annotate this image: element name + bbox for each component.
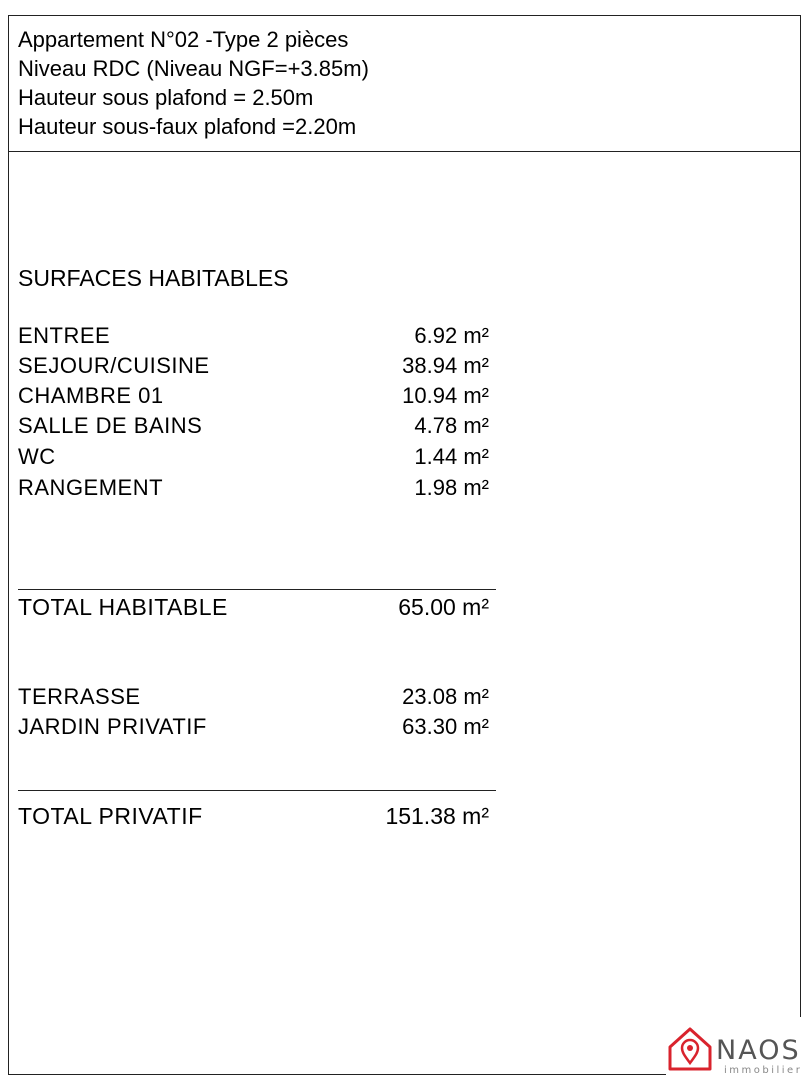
logo-subtitle: immobilier bbox=[724, 1065, 803, 1076]
sheet-header bbox=[9, 16, 800, 152]
exterior-row bbox=[18, 682, 498, 712]
naos-logo bbox=[666, 1017, 806, 1080]
total-habitable-value: 65.00 m² bbox=[398, 594, 489, 620]
logo-brand: NAOS bbox=[716, 1035, 801, 1066]
room-label: SEJOUR/CUISINE bbox=[18, 353, 210, 378]
room-row bbox=[18, 442, 498, 472]
room-value: 10.94 m² bbox=[402, 383, 489, 408]
room-value: 1.98 m² bbox=[414, 475, 489, 500]
total-divider bbox=[18, 589, 496, 590]
room-row bbox=[18, 351, 498, 381]
exterior-label: JARDIN PRIVATIF bbox=[18, 714, 207, 739]
exterior-value: 23.08 m² bbox=[402, 684, 489, 709]
apartment-title: Appartement N°02 -Type 2 pièces bbox=[18, 27, 349, 52]
room-row bbox=[18, 411, 498, 441]
section-title: SURFACES HABITABLES bbox=[18, 265, 289, 291]
room-label: ENTREE bbox=[18, 323, 111, 348]
room-value: 38.94 m² bbox=[402, 353, 489, 378]
total-habitable-row bbox=[18, 592, 498, 622]
room-label: SALLE DE BAINS bbox=[18, 413, 203, 438]
house-pin-icon bbox=[666, 1025, 714, 1073]
exterior-label: TERRASSE bbox=[18, 684, 141, 709]
total-privatif-label: TOTAL PRIVATIF bbox=[18, 803, 203, 829]
room-label: RANGEMENT bbox=[18, 475, 164, 500]
total-privatif-value: 151.38 m² bbox=[385, 803, 489, 829]
room-value: 6.92 m² bbox=[414, 323, 489, 348]
total-habitable-label: TOTAL HABITABLE bbox=[18, 594, 228, 620]
room-value: 4.78 m² bbox=[414, 413, 489, 438]
room-label: WC bbox=[18, 444, 56, 469]
ceiling-height: Hauteur sous plafond = 2.50m bbox=[18, 85, 314, 110]
total-privatif-row bbox=[18, 801, 498, 831]
room-label: CHAMBRE 01 bbox=[18, 383, 164, 408]
exterior-value: 63.30 m² bbox=[402, 714, 489, 739]
room-row bbox=[18, 473, 498, 503]
level-info: Niveau RDC (Niveau NGF=+3.85m) bbox=[18, 56, 369, 81]
exterior-row bbox=[18, 712, 498, 742]
false-ceiling-height: Hauteur sous-faux plafond =2.20m bbox=[18, 114, 357, 139]
room-value: 1.44 m² bbox=[414, 444, 489, 469]
room-row bbox=[18, 381, 498, 411]
room-row bbox=[18, 321, 498, 351]
surface-sheet bbox=[8, 15, 801, 1075]
total-divider bbox=[18, 790, 496, 791]
